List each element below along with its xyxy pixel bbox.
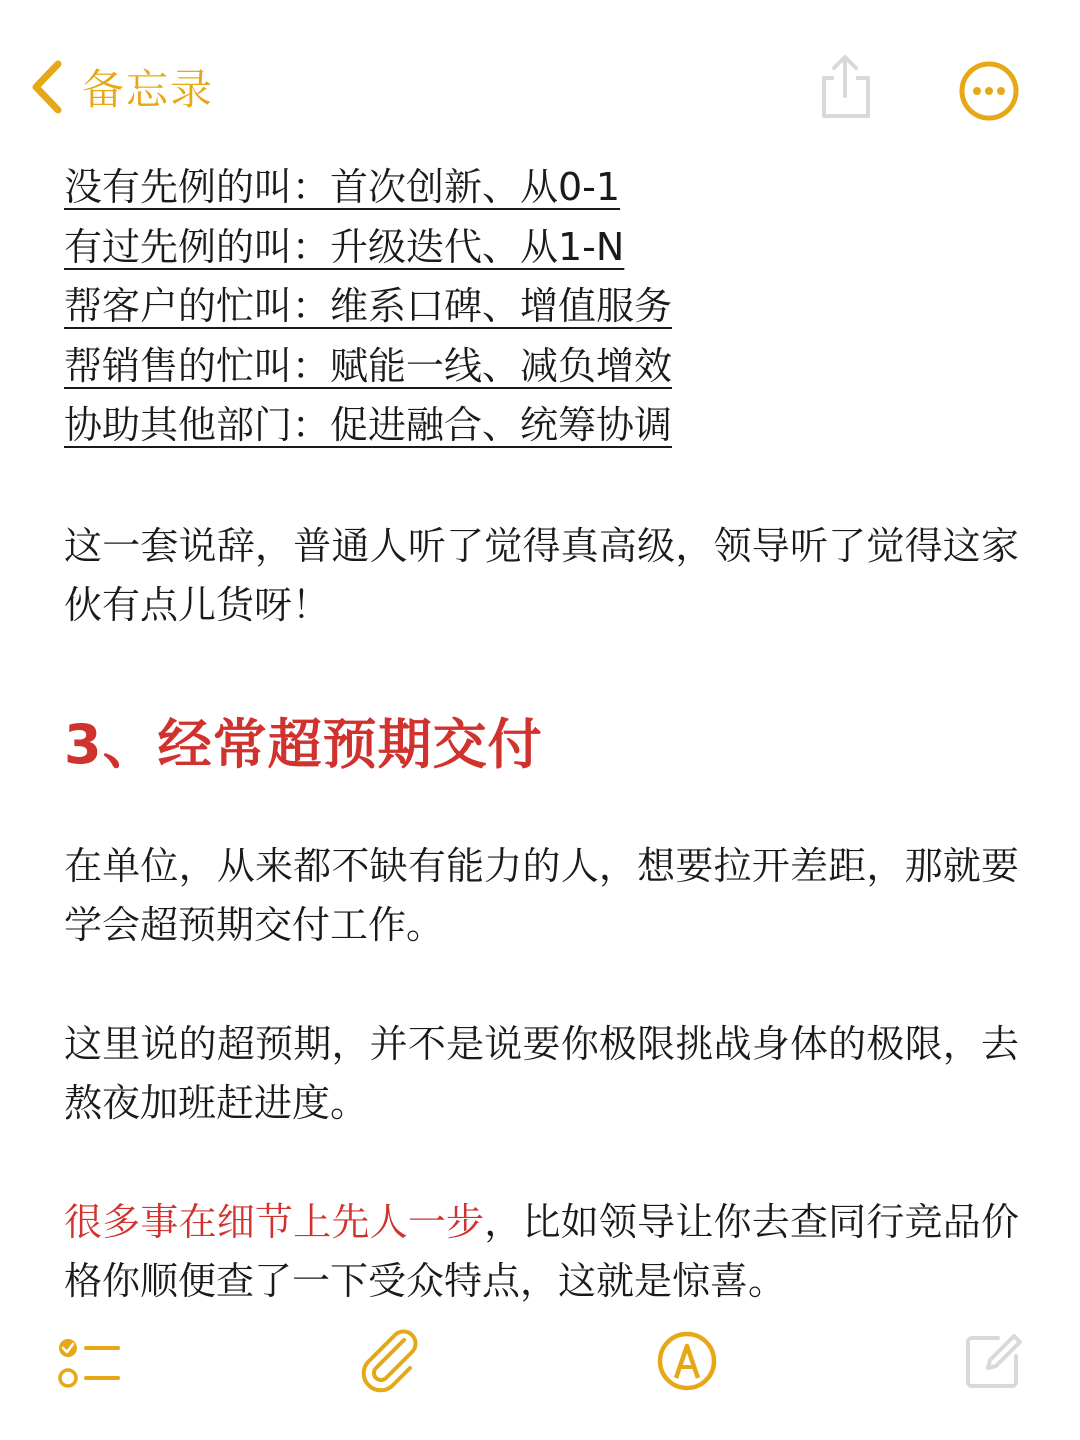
list-item: 协助其他部门：促进融合、统筹协调 bbox=[64, 403, 673, 447]
more-button[interactable] bbox=[956, 58, 1022, 124]
paragraph: 这一套说辞，普通人听了觉得真高级，领导听了觉得这家伙有点儿货呀！ bbox=[64, 523, 1019, 627]
navigation-bar bbox=[0, 0, 1080, 150]
share-button[interactable] bbox=[812, 52, 878, 122]
paragraph bbox=[64, 1193, 1019, 1311]
underlined-list bbox=[64, 158, 1019, 456]
chevron-left-icon bbox=[28, 59, 64, 115]
share-icon bbox=[812, 107, 878, 126]
paperclip-icon bbox=[354, 1381, 424, 1400]
checklist-button[interactable] bbox=[54, 1326, 124, 1396]
back-button[interactable] bbox=[28, 52, 214, 122]
list-item: 没有先例的叫：首次创新、从0-1 bbox=[64, 165, 621, 209]
markup-icon bbox=[652, 1381, 722, 1400]
paragraph-text: ，比如领导让你去查同行竞品价格你顺便查了一下受众特点，这就是惊喜。 bbox=[64, 1199, 1019, 1303]
more-icon bbox=[956, 109, 1022, 128]
attachment-button[interactable] bbox=[354, 1326, 424, 1396]
checklist-icon bbox=[54, 1381, 124, 1400]
section-heading: 3、经常超预期交付 bbox=[64, 712, 543, 776]
bottom-toolbar bbox=[0, 1316, 1080, 1406]
compose-button[interactable] bbox=[958, 1326, 1028, 1396]
compose-icon bbox=[958, 1381, 1028, 1400]
paragraph: 在单位，从来都不缺有能力的人，想要拉开差距，那就要学会超预期交付工作。 bbox=[64, 843, 1019, 947]
note-body[interactable] bbox=[64, 158, 1019, 1311]
paragraph: 这里说的超预期，并不是说要你极限挑战身体的极限，去熬夜加班赶进度。 bbox=[64, 1021, 1019, 1125]
back-label: 备忘录 bbox=[82, 65, 215, 114]
list-item: 帮销售的忙叫：赋能一线、减负增效 bbox=[64, 343, 673, 388]
markup-button[interactable] bbox=[652, 1326, 722, 1396]
list-item: 有过先例的叫：升级迭代、从1-N bbox=[64, 224, 625, 269]
highlighted-text: 很多事在细节上先人一步 bbox=[64, 1199, 485, 1244]
list-item: 帮客户的忙叫：维系口碑、增值服务 bbox=[64, 284, 673, 328]
